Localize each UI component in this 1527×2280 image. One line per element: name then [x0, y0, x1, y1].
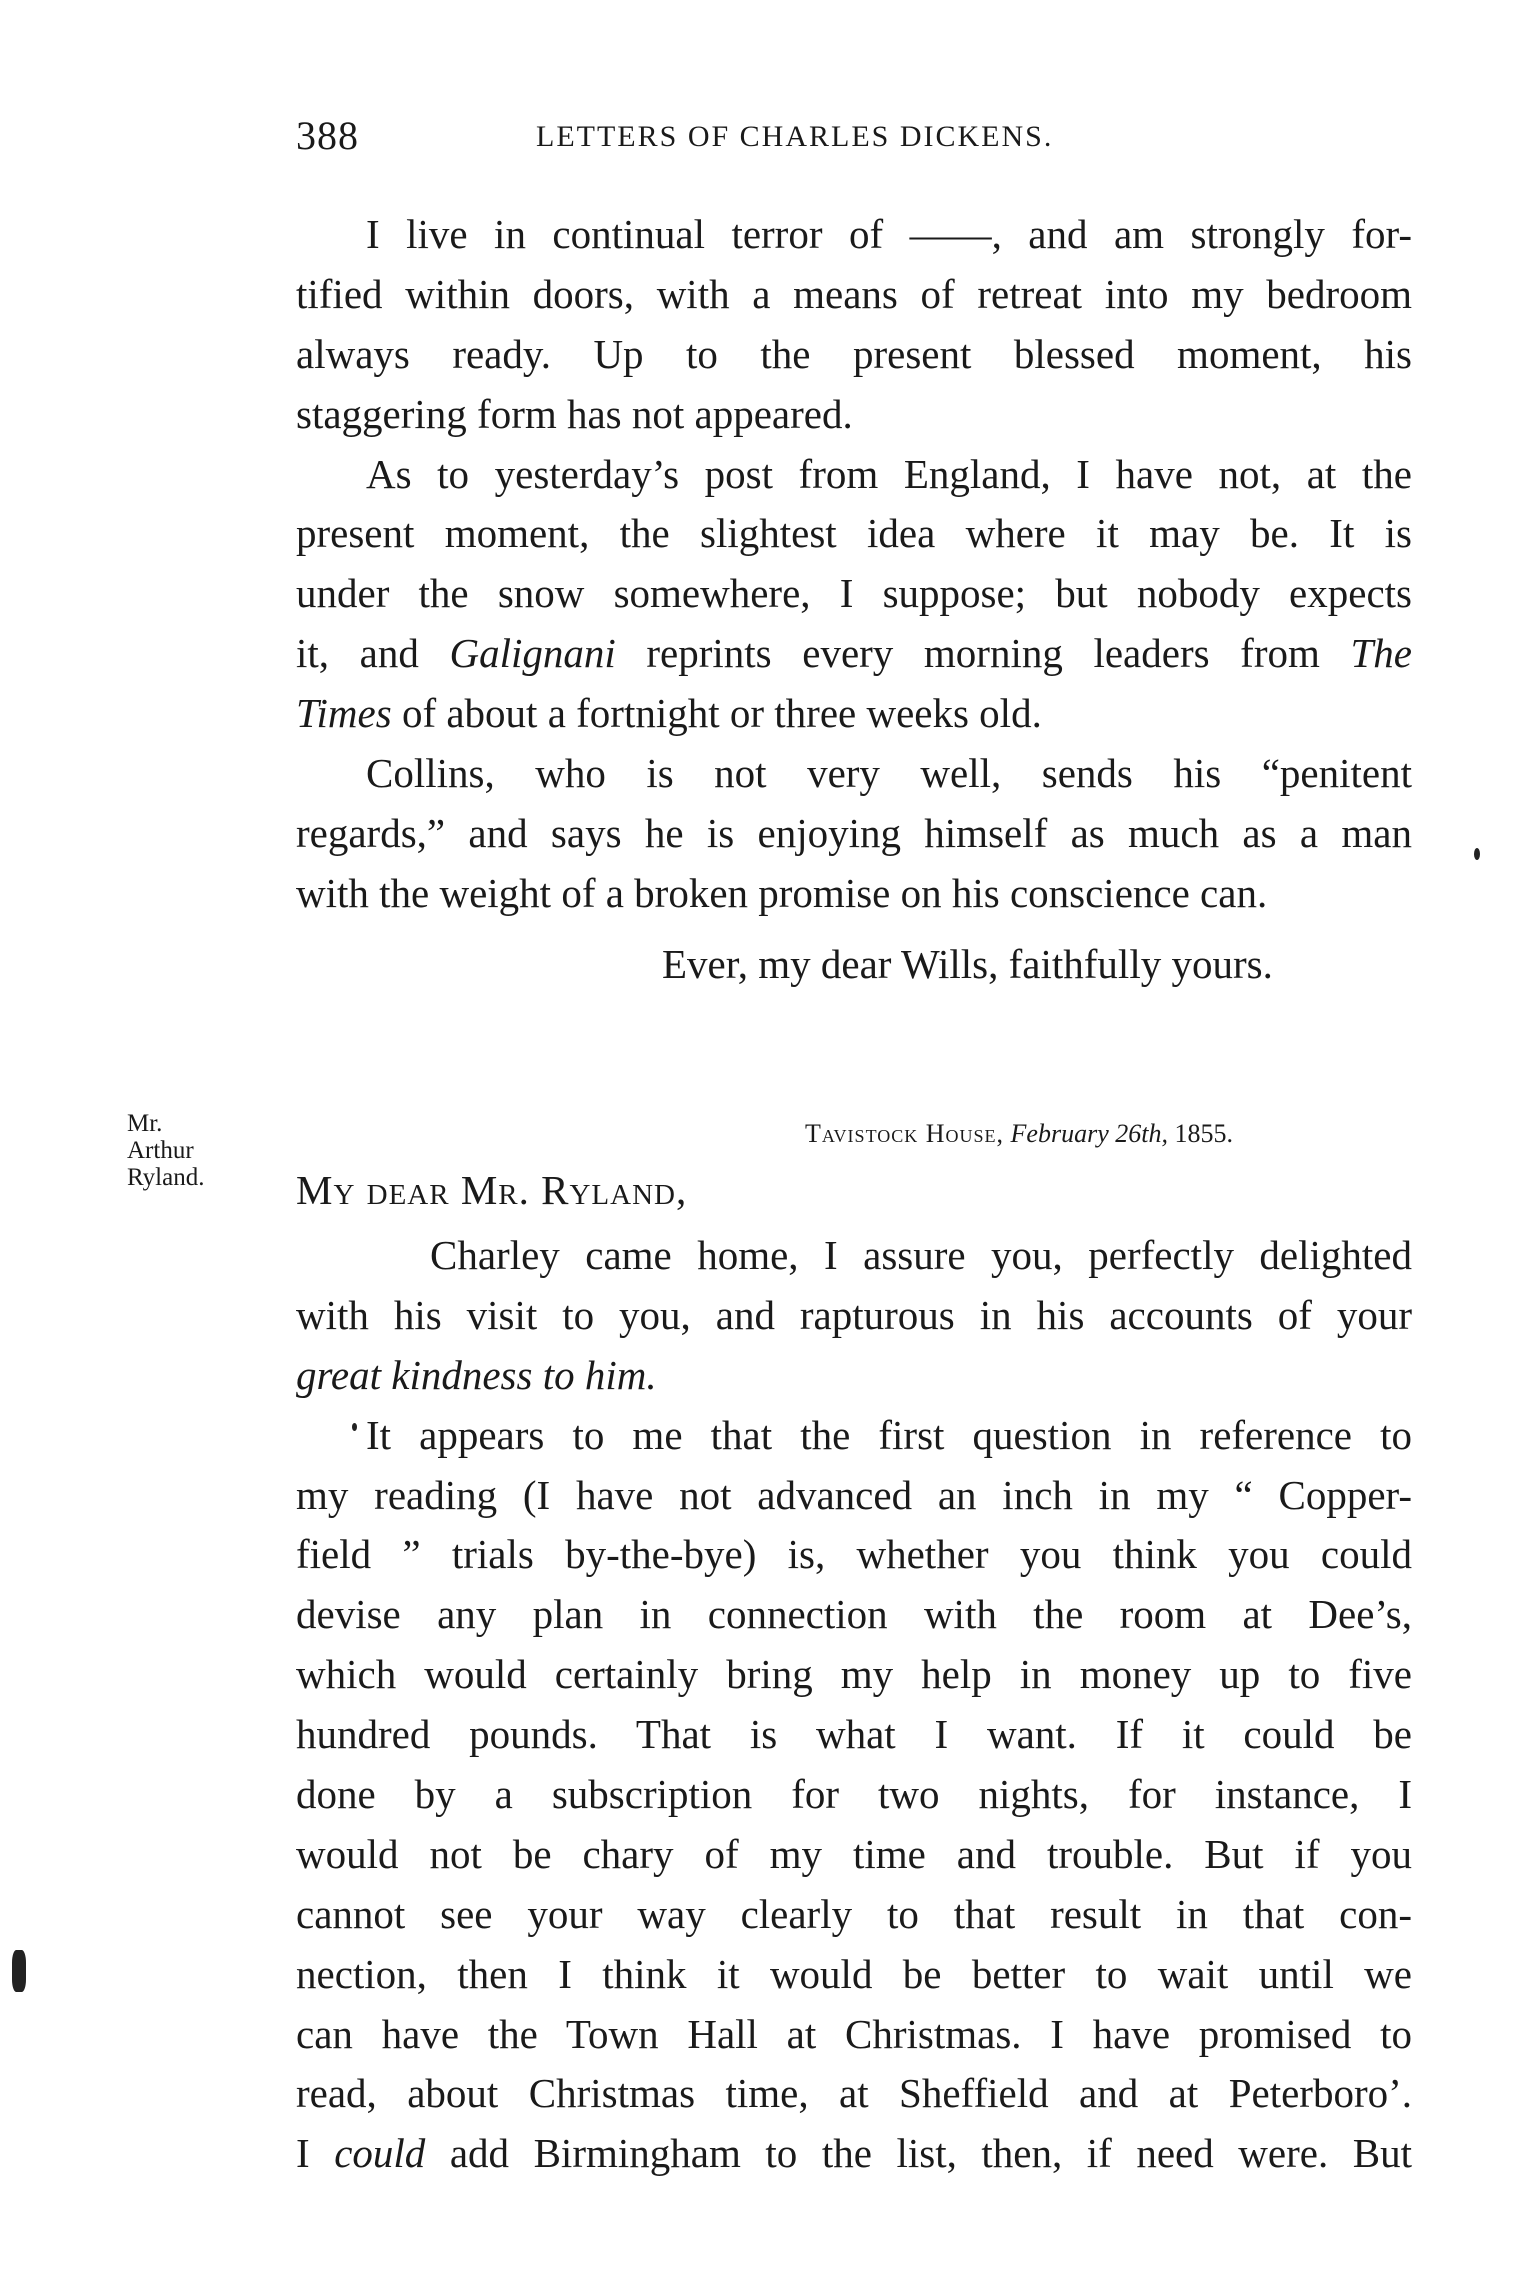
text-line: with his visit to you, and rapturous in his accounts of your — [296, 1291, 1412, 1338]
text-line: Times of about a fortnight or three weeks old. — [296, 690, 1042, 737]
recipient-side-note: Mr. Arthur Ryland. — [127, 1110, 205, 1191]
text-line: tified within doors, with a means of retreat into my bedroom — [296, 270, 1412, 317]
running-title: LETTERS OF CHARLES DICKENS. — [536, 120, 1054, 153]
text-line: field ” trials by-the-bye) is, whether you think you could — [296, 1531, 1412, 1578]
letter-to-ryland-text — [296, 1226, 1412, 2184]
letter-to-wills-text — [296, 205, 1412, 924]
text-line — [296, 1346, 1412, 1406]
scan-speck — [1474, 848, 1480, 860]
italic-phrase: great kindness to him. — [296, 1351, 657, 1398]
text-line: Collins, who is not very well, sends his “penitent — [366, 750, 1412, 797]
text-line: would not be chary of my time and trouble. But if you — [296, 1830, 1412, 1877]
text-line: staggering form has not appeared. — [296, 390, 853, 437]
text-line: I could add Birmingham to the list, then, if need were. But — [296, 2130, 1412, 2177]
dateline-year: 1855. — [1174, 1119, 1233, 1148]
dateline-place: Tavistock House, — [805, 1119, 1005, 1148]
text-line: under the snow somewhere, I suppose; but nobody expects — [296, 570, 1412, 617]
text-line: it, and Galignani reprints every morning leaders from The — [296, 630, 1412, 677]
italic-galignani: Galignani — [449, 630, 616, 677]
text-line: read, about Christmas time, at Sheffield and at Peterboro’. — [296, 2070, 1412, 2117]
italic-could: could — [334, 2130, 426, 2177]
letter-dateline — [805, 1119, 1233, 1149]
text-line: It appears to me that the first question in reference to — [366, 1411, 1412, 1458]
text-line: present moment, the slightest idea where it may be. It is — [296, 510, 1412, 557]
text-line: hundred pounds. That is what I want. If it could be — [296, 1711, 1412, 1758]
italic-times: Times — [296, 690, 392, 737]
text-line: cannot see your way clearly to that result in that con- — [296, 1890, 1412, 1937]
text-line: devise any plan in connection with the room at Dee’s, — [296, 1591, 1412, 1638]
page-number: 388 — [296, 113, 359, 158]
page-header — [296, 112, 1416, 162]
text-line: I live in continual terror of ——, and am strongly for- — [366, 211, 1412, 257]
scan-speck — [12, 1950, 26, 1992]
letter-salutation: My dear Mr. Ryland, — [296, 1167, 688, 1213]
text-line: which would certainly bring my help in money up to five — [296, 1651, 1412, 1698]
text-line: nection, then I think it would be better to wait until we — [296, 1950, 1412, 1997]
text-line: my reading (I have not advanced an inch in my “ Copper- — [296, 1471, 1412, 1518]
text-line: always ready. Up to the present blessed moment, his — [296, 330, 1412, 377]
text-line: with the weight of a broken promise on his conscience can. — [296, 869, 1268, 916]
scan-speck — [352, 1423, 357, 1431]
text-line: regards,” and says he is enjoying himself as much as a man — [296, 809, 1412, 856]
dateline-date: February 26th, — [1010, 1119, 1168, 1148]
text-line: can have the Town Hall at Christmas. I have promised to — [296, 2010, 1412, 2057]
text-line: done by a subscription for two nights, for instance, I — [296, 1771, 1412, 1818]
italic-the: The — [1350, 630, 1412, 677]
text-line: Charley came home, I assure you, perfectly delighted — [430, 1232, 1412, 1278]
text-line: As to yesterday’s post from England, I have not, at the — [366, 450, 1412, 497]
letter-closing: Ever, my dear Wills, faithfully yours. — [662, 941, 1273, 987]
